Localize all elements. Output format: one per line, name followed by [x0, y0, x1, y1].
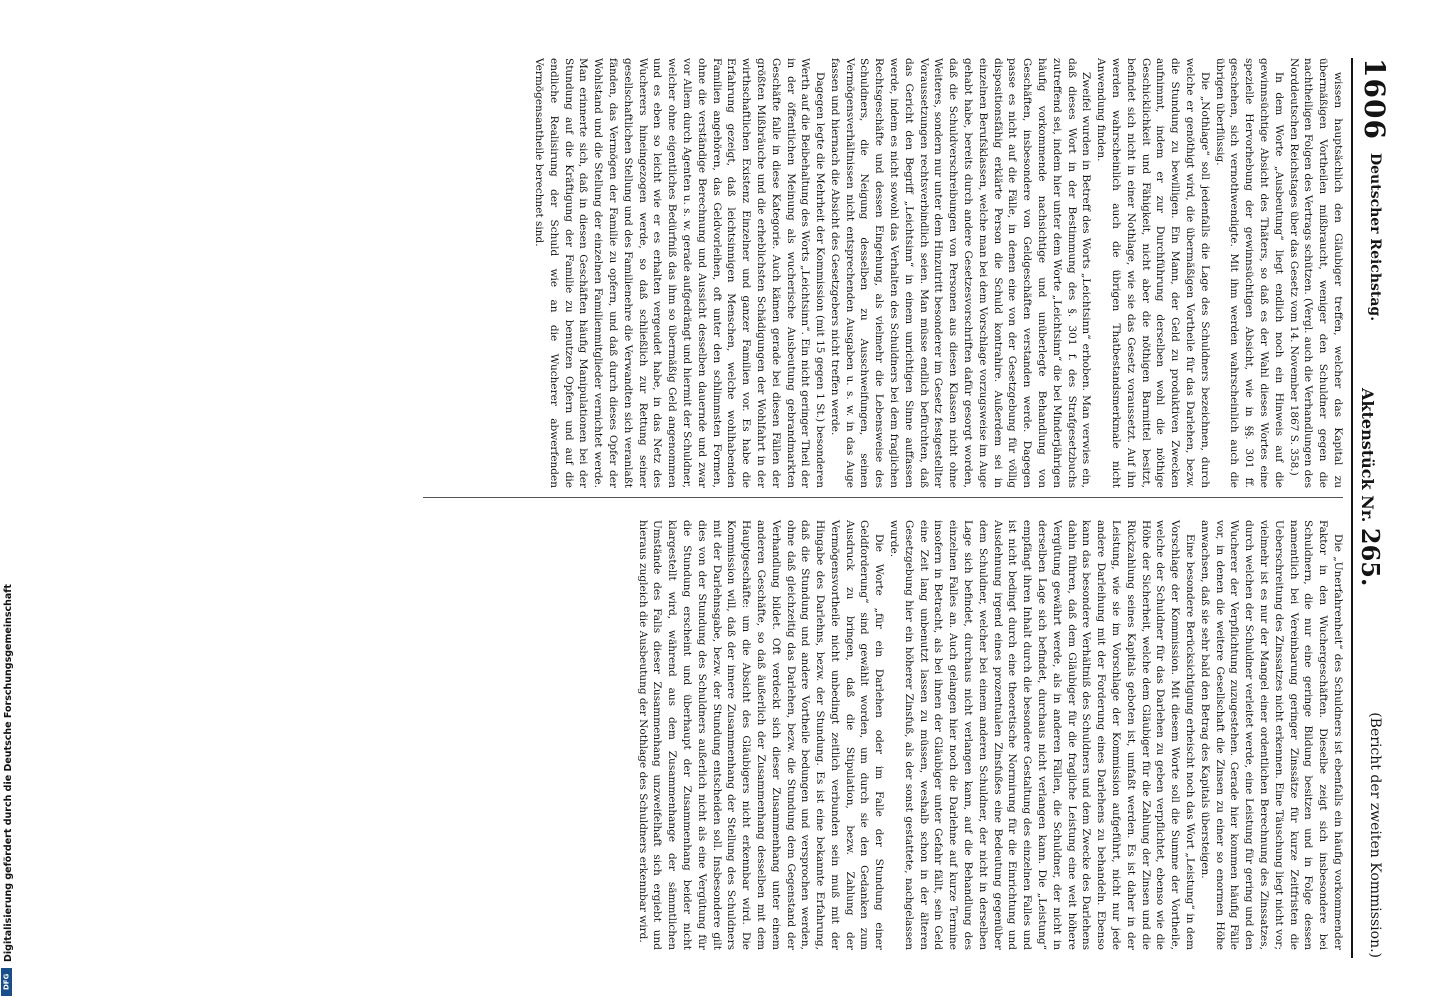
- paragraph: Die Worte „für ein Darlehen oder im Falle der Stundung einer Geldforderung“ sind gewählt worden, um durch sie den Gedanken zum Ausdruck zu bringen, daß die Stipulation, bezw. Zahlung der Vermögensvortheile nicht unbedingt zeitlich verbunden sein muß mit der Hingabe des Darlehns, bezw. der Stundung. Es ist eine bekannte Erfahrung, daß die Stundung und andere Vortheile bedungen und versprochen werden, ohne daß gleichzeitig das Darlehen, bezw. die Stundung dem Gegenstand der Verhandlung bildet. Oft verdeckt sich dieser Zusammenhang unter einem anderen Geschäfte, so daß äußerlich der Zusammenhang desselben mit dem Hauptgeschäfte: um die Absicht des Gläubigers nicht erkennbar wird. Die Kommission will, daß der innere Zusammenhang der Stellung des Schuldners mit der Darlehnsgabe, bezw. der Stundung entscheiden soll. Insbesondere gilt dies von der Stundung des Schuldners außerlich nicht als eine Vergütung für die Stundung erscheint und überhaupt der Zusammenhang beider nicht klargestellt wird, während aus dem Zusammenhange der sämmtlichen Umstände des Falls dieser Zusammenhang unzweifelhaft sich ergiebt und hieraus zugleich die Ausbeutung der Nothlage des Schuldners erkennbar wird.: [636, 520, 886, 950]
- text-column-left: [531, 58, 1345, 488]
- annex-number: 265.: [1356, 527, 1385, 587]
- column-divider: [423, 497, 1343, 498]
- committee-title: (Bericht der zweiten Kommission.): [1367, 712, 1383, 958]
- page-header: [1351, 58, 1397, 958]
- running-head: Deutscher Reichstag.: [1367, 153, 1383, 322]
- paragraph: Zweifel wurden in Betreff des Worts „Leichtsinn“ erhoben. Man verwies ein, daß dieses Wort in der Bestimmung des §. 301 f. des Strafgesetzbuchs zutreffend sei, indem hier unter dem Worte „Leichtsinn“ die bei Minderjährigen häufig vorkommende nachsichtige und unüberlegte Behandlung von Geschäften, insbesondere von Geldgeschäften verstanden werde. Dagegen passe es nicht auf die Fälle, in denen eine von der Gesetzgebung für völlig dispositionsfähig erklärte Person die Schuld kontrahire. Außerdem sei in einzelnen Berufsklassen, welche man bei dem Vorschlage vorzugsweise im Auge gehabt habe, bereits durch andere Gesetzesvorschriften dafür gesorgt worden, daß die Schuldverschreibungen von Personen aus diesen Klassen nicht ohne Weiteres, sondern nur unter dem Hinzutritt besonderer im Gesetz festgestellter Voraussetzungen rechtsverbindlich seien. Man müsse endlich befürchten, daß das Gericht den Begriff „Leichtsinn“ in einem unrichtigen Sinne auffassen werde, indem es nicht sowohl das Verhalten des Schuldners bei dem fraglichen Rechtsgeschäfte und dessen Eingehung, als vielmehr die Lebensweise des Schuldners, die Neigung desselben zu Ausschweifungen, seinen Vermögensverhältnissen nicht entsprechenden Ausgaben u. s. w. in das Auge fassen und hiernach die Absicht des Gesetzgebers nicht treffen werde.: [828, 58, 1093, 488]
- text-column-right: [635, 520, 1345, 950]
- paragraph: Die „Nothlage“ soll jedenfalls die Lage des Schuldners bezeichnen, durch welche er genöthigt wird, die übermäßigen Vortheile für das Darlehen, bezw. die Stundung zu bewilligen. Ein Mann, der Geld zu produktiven Zwecken aufnimmt, indem er zur Durchführung derselben wohl die nöthige Geschicklichkeit und Fähigkeit, nicht aber die nöthigen Barmittel besitzt, befindet sich nicht in einer Nothlage, wie sie das Gesetz voraussetzt. Auf ihn werden wahrscheinlich auch die übrigen Thatbestandsmerkmale nicht Anwendung finden.: [1095, 58, 1211, 488]
- paragraph: In dem Worte „Ausbeutung“ liegt endlich noch ein Hinweis auf die gewinnsüchtige Absicht des Thäters, so daß es der Wahl dieses Wortes eine spezielle Hervorhebung der gewinnsüchtigen Absicht, wie in §§. 301 ff. geschehen, sich vernothwendigte. Mit ihm werden wahrscheinlich auch die übrigen überflüssig.: [1213, 58, 1285, 488]
- digitization-credit: Digitalisierung gefördert durch die Deutsche Forschungsgemeinschaft: [3, 584, 14, 962]
- dfg-logo-icon: DFG: [1, 968, 12, 996]
- document-page: [145, 0, 1415, 1000]
- paragraph: Dagegen legte die Mehrheit der Kommission (mit 15 gegen 1 St.) besonderen Werth auf die Beibehaltung des Worts „Leichtsinn“. Ein nicht geringer Theil der in der öffentlichen Meinung als wucherische Ausbeutung gebrandmarkten Geschäfte falle in diese Kategorie. Auch kämen gerade bei diesen Fällen der größten Mißbräuche und die erheblichsten Schädigungen der Wohlfahrt in der wirthschaftlichen Existenz Einzelner und ganzer Familien vor. Es habe die Erfahrung gezeigt, daß leichtsinnigen Menschen, welche wohlhabenden Familien angehören, das Geldvorleihen, oft unter den schlimmsten Formen, ohne die verständige Berechnung und Aussicht desselben dauernde und zwar vor Allem durch Agenten u. s. w. gerade aufgedrängt und hiermit der Schuldner, welcher ohne eigentliches Bedürfniß das ihm so übermäßig Geld angenommen und es eben so leicht wie er es erhalten vergeudet habe, in das Netz des Wucherers hineingezogen werde, so daß schließlich zur Rettung seiner gesellschaftlichen Stellung und des Familienehre die Verwandten sich veranlaßt fänden, das Vermögen der Familie zu opfern, und daß durch dieses Opfer der Wohlstand und die Stellung der einzelnen Familienmitglieder vernichtet werde. Man erinnerte sich, daß in diesen Geschäften häufig Manipulationen bei der Stundung auf die Kräftigung der Familie zu benutzen Opfern und auf die endliche Realisirung der Schuld wie an die Wucherer abwerfenden Vermögensantheile berechnet sind.: [532, 58, 827, 488]
- annex-label: Aktenstück Nr.: [1358, 388, 1377, 523]
- paragraph: Eine besondere Berücksichtigung erheischt noch das Wort „Leistung“ in dem Vorschlage der Kommission. Mit diesem Worte soll die Summe der Vortheile, welche der Schuldner für das Darlehen zu geben verpflichtet, ebenso wie die Höhe der Sicherheit, welche dem Gläubiger für die Zahlung der Zinsen und die Rückzahlung seines Kapitals geboten ist, umfaßt werden. Es ist daher in der Leistung, wie sie im Vorschlage der Kommission aufgeführt, nicht nur jede andere Darleihung mit der Forderung eines Darlehens zu behandeln. Ebenso kann das besondere Verhältniß des Schuldners und dem Zwecke des Darlehens dahin führen, daß dem Gläubiger für die fragliche Leistung eine weit höhere Vergütung gewährt werde, als in anderen Fällen, die Schuldner, der nicht in derselben Lage sich befindet, durchaus nicht verlangen kann. Die „Leistung“ empfängt ihren Inhalt durch die besondere Gestaltung des einzelnen Falles und ist nicht bedingt durch eine theoretische Normirung für die Einrichtung und Ausdehnung irgend eines prozentualen Zinsfußes eine Bedeutung gegenüber dem Schuldner, welcher bei einem anderen Schuldner, der nicht in derselben Lage sich befindet, durchaus nicht verlangen kann, auf die Behandlung des einzelnen Falles an. Auch gelangen hier noch die Darlehne auf kurze Termine insofern in Betracht, als bei ihnen der Gläubiger unter Gefahr fällt, sein Geld eine Zeit lang unbenutzt lassen zu müssen, weshalb schon in der älteren Gesetzgebung hier ein höherer Zinsfuß, als der sonst gestattete, nachgelassen wurde.: [888, 520, 1197, 950]
- annex-reference: [1356, 388, 1385, 586]
- paragraph: wissen hauptsächlich den Gläubiger treffen, welcher das Kapital zu übermäßigen Vortheilen mißbraucht, weniger den Schuldner gegen die nachtheiligen Folgen des Vertrags schützen. (Vergl. auch die Verhandlungen des Norddeutschen Reichstages über das Gesetz vom 14. November 1867 S. 358.): [1287, 58, 1344, 488]
- page-number: 1606: [1358, 58, 1391, 140]
- paragraph: Die „Unerfahrenheit“ des Schuldners ist ebenfalls ein häufig vorkommender Faktor in den Wuchergeschäften. Dieselbe zeigt sich insbesondere bei Schuldnern, die nur eine geringe Bildung besitzen und in Folge dessen namentlich bei Vereinbarung geringer Zinssätze für kurze Zeitfristen die Ueberschreitung des Zinssatzes nicht erkennen. Eine Täuschung liegt nicht vor; vielmehr ist es nur der Mangel einer ordentlichen Berechnung des Zinssatzes, durch welchen der Schuldner verleitet werde, eine Leistung für gering und den Wucherer der Verpflichtung zuzugestehen. Gerade hier kommen häufig Fälle vor, in denen die weitere Gesellschaft die Zinsen zu einer so enormen Höhe anwachsen, daß sie sehr bald den Betrag des Kapitals übersteigen.: [1198, 520, 1344, 950]
